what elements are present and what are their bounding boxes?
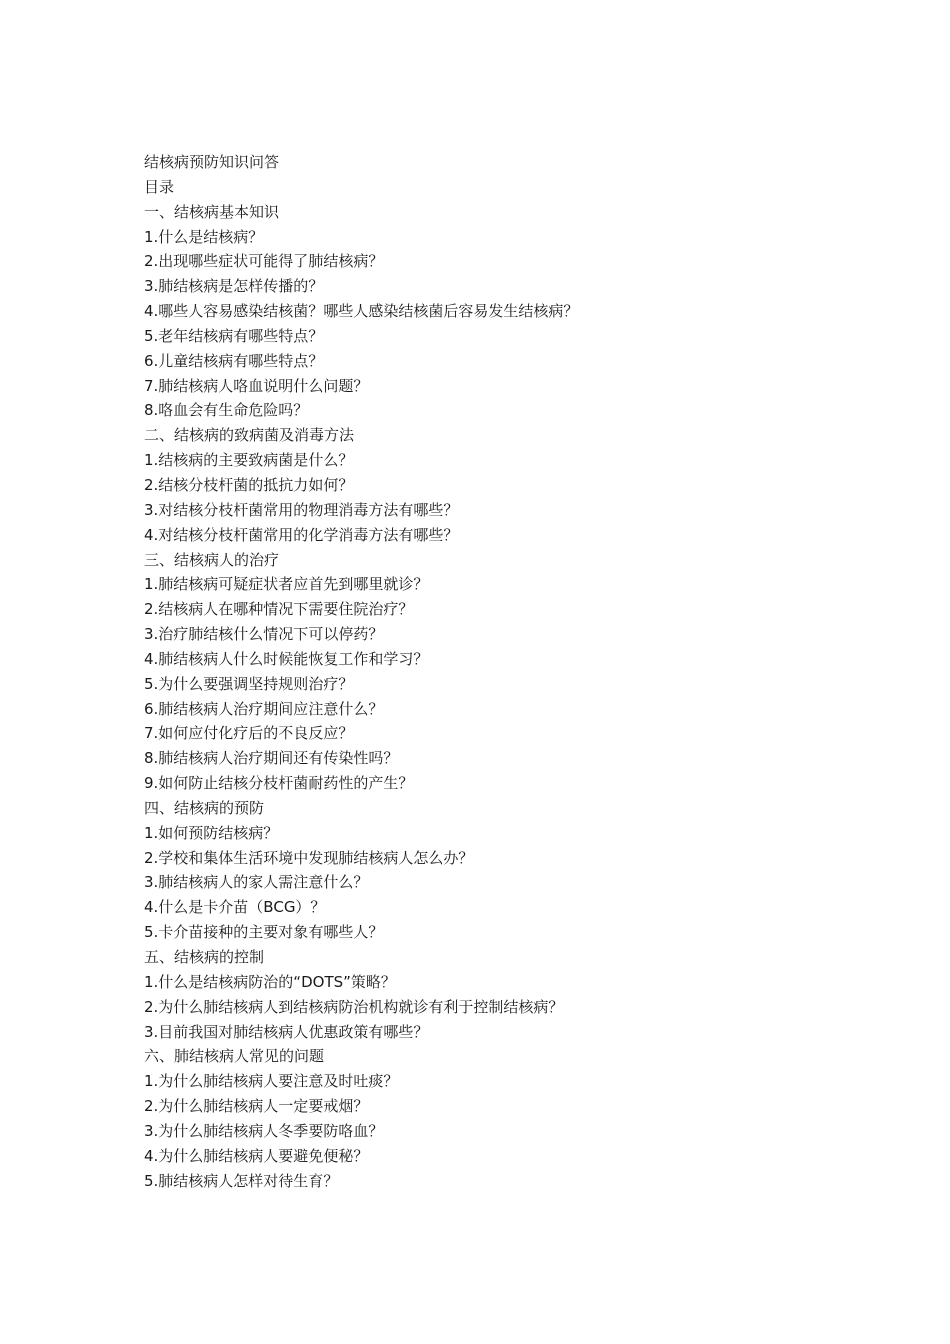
toc-item: 2.为什么肺结核病人到结核病防治机构就诊有利于控制结核病？ <box>144 997 564 1016</box>
toc-item: 3.目前我国对肺结核病人优惠政策有哪些？ <box>144 1022 429 1041</box>
toc-item: 1.结核病的主要致病菌是什么？ <box>144 451 354 470</box>
toc-item: 2.结核病人在哪种情况下需要住院治疗？ <box>144 600 414 619</box>
toc-item: 1.如何预防结核病？ <box>144 823 279 842</box>
toc-section-4 <box>144 796 844 945</box>
toc-item: 8.咯血会有生命危险吗？ <box>144 401 309 420</box>
toc-item: 3.肺结核病人的家人需注意什么？ <box>144 873 369 892</box>
toc-item: 2.为什么肺结核病人一定要戒烟？ <box>144 1097 369 1116</box>
toc-item: 1.什么是结核病？ <box>144 227 264 246</box>
toc-item: 3.治疗肺结核什么情况下可以停药？ <box>144 625 384 644</box>
toc-item: 4.对结核分枝杆菌常用的化学消毒方法有哪些？ <box>144 525 459 544</box>
section-heading: 一、结核病基本知识 <box>144 202 280 221</box>
toc-item: 3.为什么肺结核病人冬季要防咯血？ <box>144 1121 384 1140</box>
toc-item: 1.什么是结核病防治的“DOTS”策略？ <box>144 972 396 991</box>
toc-item: 3.肺结核病是怎样传播的？ <box>144 277 324 296</box>
toc-section-2 <box>144 423 844 547</box>
toc-item: 6.肺结核病人治疗期间应注意什么？ <box>144 699 384 718</box>
document-title: 结核病预防知识问答 <box>144 153 280 171</box>
toc-item: 2.出现哪些症状可能得了肺结核病？ <box>144 252 384 271</box>
toc-item: 4.哪些人容易感染结核菌？哪些人感染结核菌后容易发生结核病？ <box>144 302 579 321</box>
toc-section-6 <box>144 1044 844 1193</box>
toc-section-1 <box>144 200 844 424</box>
toc-item: 2.学校和集体生活环境中发现肺结核病人怎么办？ <box>144 848 474 867</box>
section-heading: 六、肺结核病人常见的问题 <box>144 1047 325 1066</box>
toc-item: 4.什么是卡介苗（BCG）？ <box>144 898 326 917</box>
toc-item: 1.肺结核病可疑症状者应首先到哪里就诊？ <box>144 575 429 594</box>
toc-item: 8.肺结核病人治疗期间还有传染性吗？ <box>144 749 399 768</box>
toc-item: 6.儿童结核病有哪些特点？ <box>144 351 324 370</box>
section-heading: 四、结核病的预防 <box>144 798 265 817</box>
toc-item: 7.肺结核病人咯血说明什么问题？ <box>144 376 369 395</box>
document-content <box>144 150 844 1193</box>
toc-item: 4.肺结核病人什么时候能恢复工作和学习？ <box>144 649 429 668</box>
toc-item: 3.对结核分枝杆菌常用的物理消毒方法有哪些？ <box>144 500 459 519</box>
section-heading: 二、结核病的致病菌及消毒方法 <box>144 426 355 445</box>
toc-section-5 <box>144 945 844 1044</box>
toc-item: 7.如何应付化疗后的不良反应？ <box>144 724 354 743</box>
toc-label: 目录 <box>144 177 175 196</box>
toc-item: 2.结核分枝杆菌的抵抗力如何？ <box>144 475 354 494</box>
toc-section-3 <box>144 548 844 796</box>
toc-item: 4.为什么肺结核病人要避免便秘？ <box>144 1146 369 1165</box>
toc-item: 5.老年结核病有哪些特点？ <box>144 326 324 345</box>
toc-item: 5.卡介苗接种的主要对象有哪些人？ <box>144 923 384 942</box>
toc-item: 5.肺结核病人怎样对待生育？ <box>144 1171 339 1190</box>
toc-item: 1.为什么肺结核病人要注意及时吐痰？ <box>144 1072 399 1091</box>
section-heading: 三、结核病人的治疗 <box>144 550 280 569</box>
section-heading: 五、结核病的控制 <box>144 948 265 966</box>
toc-item: 5.为什么要强调坚持规则治疗？ <box>144 674 354 693</box>
toc-item: 9.如何防止结核分枝杆菌耐药性的产生？ <box>144 774 414 793</box>
